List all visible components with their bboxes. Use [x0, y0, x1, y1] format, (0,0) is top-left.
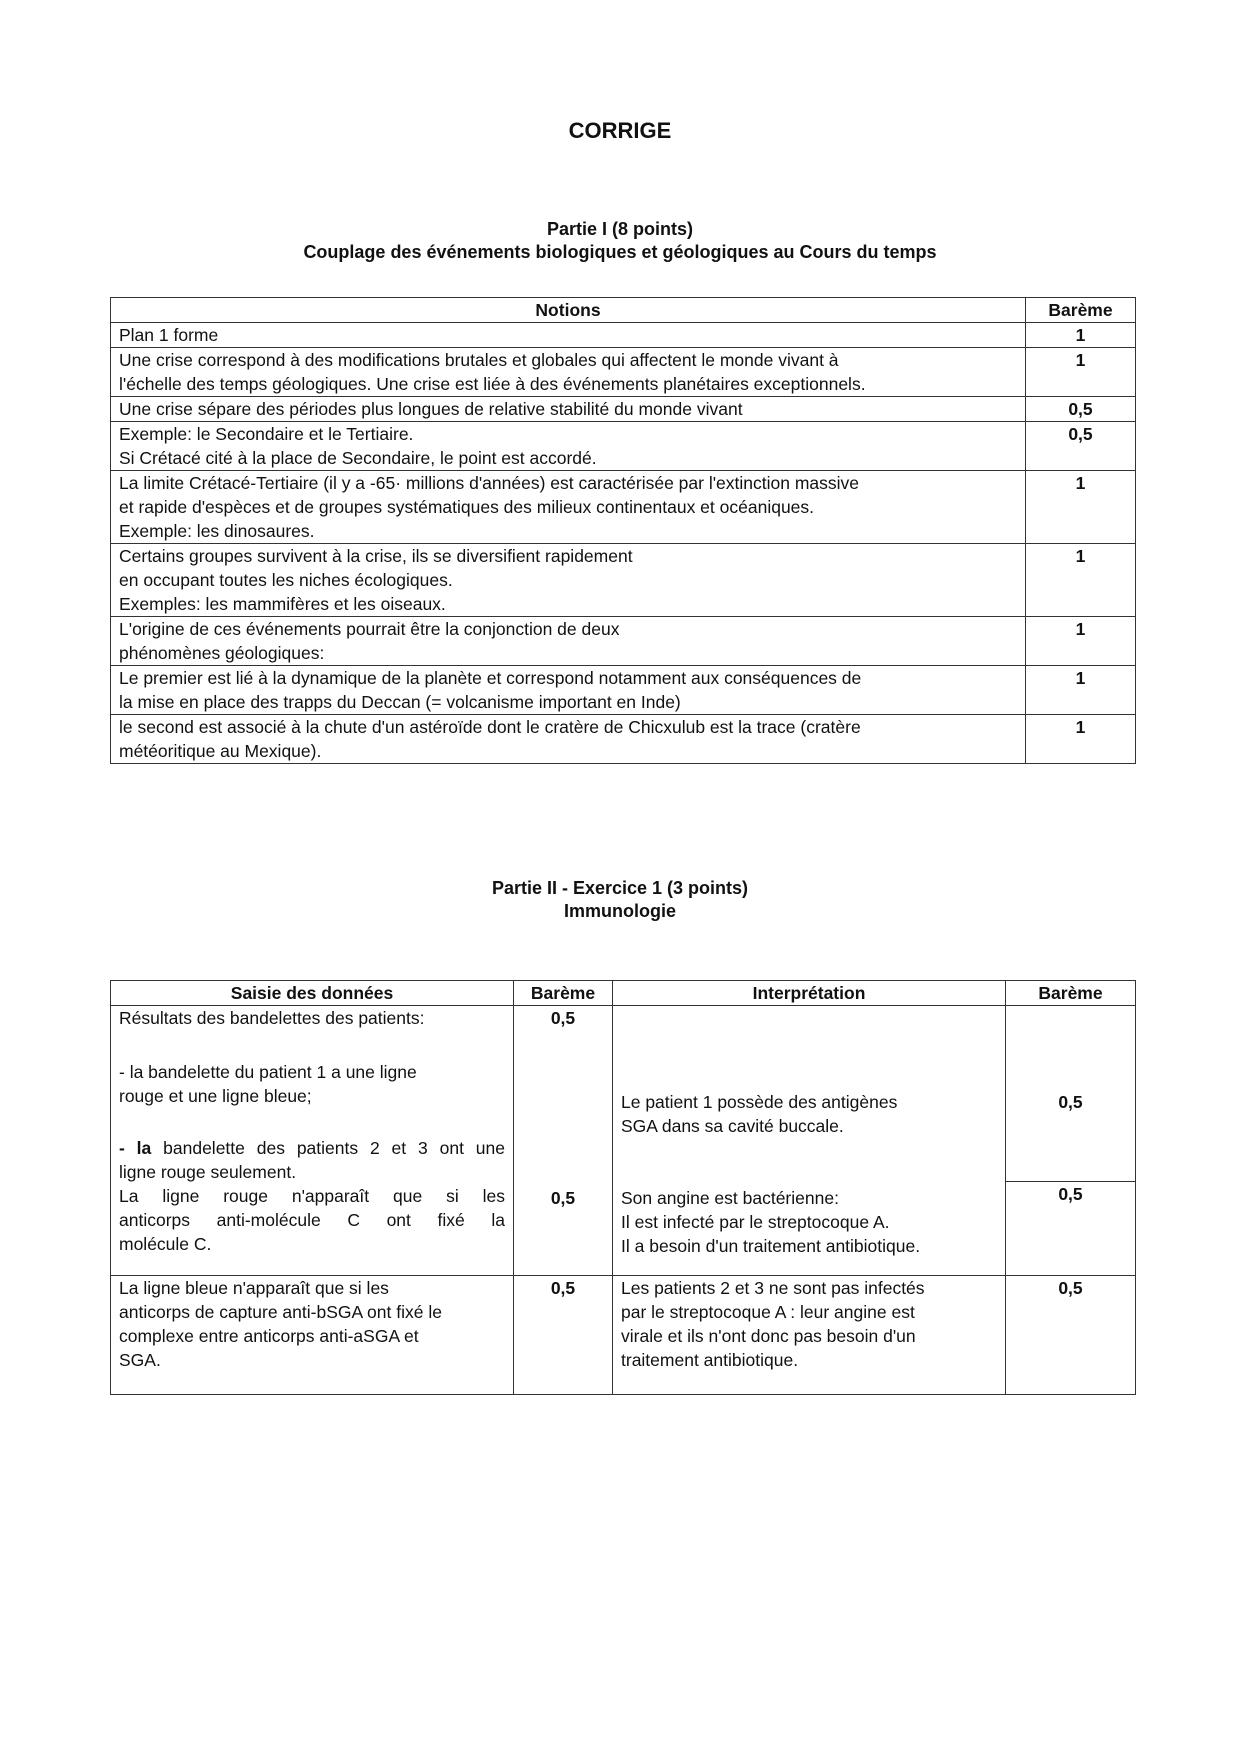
notion-line: La limite Crétacé-Tertiaire (il y a -65· millions d'années) est caractérisée par l'extinction massive — [119, 473, 860, 493]
table-row — [111, 617, 1136, 666]
bareme-cell: 1 — [1026, 715, 1136, 764]
score: 0,5 — [550, 1188, 576, 1208]
part2-heading: Partie II - Exercice 1 (3 points) — [491, 878, 749, 898]
bareme-cell: 0,5 — [1026, 422, 1136, 471]
saisie-cell-1 — [111, 1006, 514, 1276]
notion-line: phénomènes géologiques: — [119, 643, 325, 663]
bareme2-cell-2 — [1006, 1182, 1136, 1276]
text-line: traitement antibiotique. — [621, 1350, 799, 1370]
notion-cell — [111, 471, 1026, 544]
table-row — [111, 397, 1136, 422]
bareme-cell: 1 — [1026, 666, 1136, 715]
part2-heading-block — [0, 877, 1240, 923]
notion-cell — [111, 617, 1026, 666]
notion-line: en occupant toutes les niches écologiques. — [119, 570, 453, 590]
notion-line: L'origine de ces événements pourrait être la conjonction de deux — [119, 619, 620, 639]
notion-line: Une crise correspond à des modifications brutales et globales qui affectent le monde vivant à — [119, 350, 839, 370]
notion-line: Exemple: les dinosaures. — [119, 521, 315, 541]
score: 0,5 — [550, 1008, 576, 1028]
bareme1-cell-1 — [514, 1006, 613, 1276]
interpretation-cell-1 — [613, 1006, 1006, 1276]
notion-line: Une crise sépare des périodes plus longues de relative stabilité du monde vivant — [119, 399, 743, 419]
table-row — [111, 544, 1136, 617]
notion-cell — [111, 666, 1026, 715]
table-row — [111, 1006, 1136, 1182]
table-row — [111, 422, 1136, 471]
notion-cell — [111, 422, 1026, 471]
notion-line: l'échelle des temps géologiques. Une crise est liée à des événements planétaires exceptionnels. — [119, 374, 866, 394]
text-line: virale et ils n'ont donc pas besoin d'un — [621, 1326, 916, 1346]
col-saisie-header: Saisie des données — [111, 981, 514, 1006]
text-line: ligne rouge seulement. — [119, 1162, 297, 1182]
col-interpretation-header: Interprétation — [613, 981, 1006, 1006]
bareme-cell: 1 — [1026, 471, 1136, 544]
notion-line: Certains groupes survivent à la crise, ils se diversifient rapidement — [119, 546, 633, 566]
text-line: molécule C. — [119, 1234, 212, 1254]
part1-table — [110, 297, 1136, 764]
table-row — [111, 666, 1136, 715]
notion-line: Exemple: le Secondaire et le Tertiaire. — [119, 424, 414, 444]
table-row — [111, 323, 1136, 348]
part1-heading: Partie I (8 points) — [546, 219, 694, 239]
notion-line: météoritique au Mexique). — [119, 741, 322, 761]
bareme-cell: 1 — [1026, 323, 1136, 348]
part2-table — [110, 980, 1136, 1395]
table-row — [111, 1276, 1136, 1395]
table-row — [111, 471, 1136, 544]
bareme-cell: 1 — [1026, 348, 1136, 397]
bareme-cell: 0,5 — [1026, 397, 1136, 422]
text-line: Il a besoin d'un traitement antibiotique. — [621, 1236, 921, 1256]
bareme-cell: 1 — [1026, 544, 1136, 617]
score: 0,5 — [1058, 1184, 1083, 1204]
text-line: rouge et une ligne bleue; — [119, 1086, 312, 1106]
saisie-intro: Résultats des bandelettes des patients: — [119, 1008, 425, 1028]
interpretation-cell-2 — [613, 1276, 1006, 1395]
saisie-cell-2 — [111, 1276, 514, 1395]
text-line: La ligne bleue n'apparaît que si les — [119, 1278, 389, 1298]
text-line: anticorps anti-molécule C ont fixé la — [119, 1210, 505, 1230]
text-line: anticorps de capture anti-bSGA ont fixé le — [119, 1302, 442, 1322]
table-row — [111, 348, 1136, 397]
bareme2-cell-1 — [1006, 1006, 1136, 1182]
text-line: Les patients 2 et 3 ne sont pas infectés — [621, 1278, 925, 1298]
bareme-cell: 1 — [1026, 617, 1136, 666]
text-line: Son angine est bactérienne: — [621, 1188, 839, 1208]
notion-cell — [111, 323, 1026, 348]
col-bareme-header: Barème — [1026, 298, 1136, 323]
part1-header-row — [111, 298, 1136, 323]
saisie-patient1 — [119, 1060, 505, 1108]
text-line: SGA dans sa cavité buccale. — [621, 1116, 844, 1136]
text-fragment: bandelette des patients 2 et 3 ont une — [151, 1138, 505, 1158]
notion-line: le second est associé à la chute d'un astéroïde dont le cratère de Chicxulub est la trace (cratère — [119, 717, 861, 737]
part1-heading-block — [0, 218, 1240, 264]
col-bareme2-header: Barème — [1006, 981, 1136, 1006]
score: 0,5 — [1058, 1092, 1083, 1112]
interp-bacterie — [621, 1186, 920, 1258]
score: 0,5 — [1058, 1278, 1083, 1298]
page-title: CORRIGE — [568, 118, 672, 143]
notion-line: Si Crétacé cité à la place de Secondaire, le point est accordé. — [119, 448, 597, 468]
col-bareme1-header: Barème — [514, 981, 613, 1006]
bold-prefix: - la — [119, 1138, 152, 1158]
text-line: La ligne rouge n'apparaît que si les — [119, 1186, 505, 1206]
score: 0,5 — [550, 1278, 576, 1298]
notion-line: la mise en place des trapps du Deccan (= volcanisme important en Inde) — [119, 692, 681, 712]
notion-line: Exemples: les mammifères et les oiseaux. — [119, 594, 446, 614]
text-line: Le patient 1 possède des antigènes — [621, 1092, 898, 1112]
table-row — [111, 715, 1136, 764]
notion-cell — [111, 348, 1026, 397]
notion-line: Le premier est lié à la dynamique de la planète et correspond notamment aux conséquences de — [119, 668, 862, 688]
part1-subheading: Couplage des événements biologiques et géologiques au Cours du temps — [303, 242, 937, 262]
part2-header-row — [111, 981, 1136, 1006]
col-notions-header: Notions — [111, 298, 1026, 323]
notion-cell — [111, 397, 1026, 422]
notion-line: et rapide d'espèces et de groupes systématiques des milieux continentaux et océaniques. — [119, 497, 815, 517]
notion-cell — [111, 544, 1026, 617]
notion-line: Plan 1 forme — [119, 325, 219, 345]
text-line: par le streptocoque A : leur angine est — [621, 1302, 915, 1322]
text-line: complexe entre anticorps anti-aSGA et — [119, 1326, 419, 1346]
notion-cell — [111, 715, 1026, 764]
part2-subheading: Immunologie — [564, 901, 676, 921]
interp-patient1 — [621, 1090, 897, 1138]
bareme1-cell-2 — [514, 1276, 613, 1395]
text-line: - la bandelette du patient 1 a une ligne — [119, 1062, 417, 1082]
bareme2-cell-3 — [1006, 1276, 1136, 1395]
text-line: SGA. — [119, 1350, 161, 1370]
saisie-patients23 — [119, 1136, 505, 1160]
saisie-rouge — [119, 1184, 505, 1256]
text-line: Il est infecté par le streptocoque A. — [621, 1212, 890, 1232]
